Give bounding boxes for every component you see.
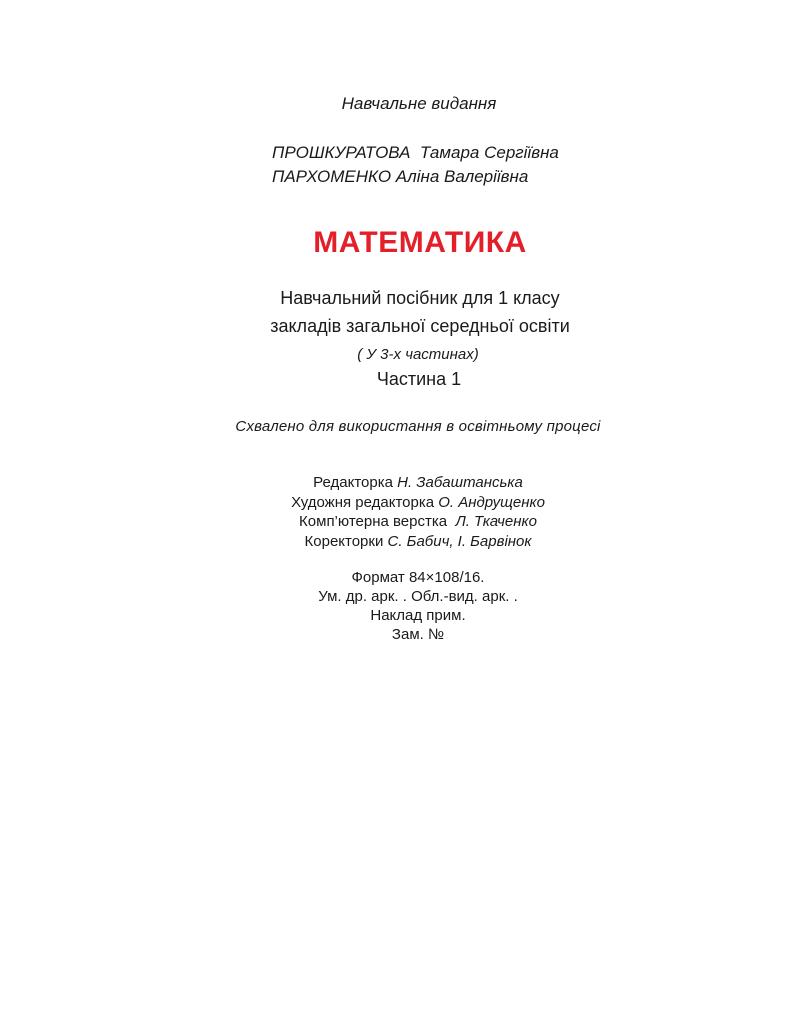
credit-name: О. Андрущенко bbox=[438, 493, 545, 511]
description-parts: ( У 3-х частинах) bbox=[357, 346, 479, 363]
credit-name: Л. Ткаченко bbox=[455, 513, 537, 530]
author-2-surname: ПАРХОМЕНКО bbox=[272, 167, 392, 186]
author-1-given: Тамара Сергіївна bbox=[419, 143, 559, 162]
book-title: МАТЕМАТИКА bbox=[313, 226, 527, 259]
credit-role: Художня редакторка bbox=[291, 493, 435, 511]
author-1-surname: ПРОШКУРАТОВА bbox=[272, 143, 411, 162]
format-size: Формат 84×108/16. bbox=[351, 569, 485, 586]
credits-block bbox=[0, 473, 800, 551]
format-order-number: Зам. № bbox=[391, 626, 445, 643]
description-line-2: закладів загальної середньої освіти bbox=[270, 316, 570, 336]
format-sheets: Ум. др. арк. . Обл.-вид. арк. . bbox=[318, 588, 518, 605]
credit-role: Коректорки bbox=[304, 532, 384, 550]
author-2 bbox=[272, 165, 559, 189]
credit-proofreaders bbox=[0, 532, 800, 552]
credit-name: С. Бабич, І. Барвінок bbox=[387, 532, 532, 550]
format-block bbox=[0, 568, 800, 644]
edition-type: Навчальне видання bbox=[341, 94, 497, 113]
description-part-number: Частина 1 bbox=[376, 369, 462, 389]
credit-role: Комп’ютерна верстка bbox=[299, 513, 448, 530]
author-1 bbox=[272, 141, 559, 165]
description-line-1: Навчальний посібник для 1 класу bbox=[280, 288, 560, 308]
authors-block bbox=[272, 141, 559, 189]
credit-editor bbox=[0, 473, 800, 493]
credit-art-editor bbox=[0, 493, 800, 513]
credit-name: Н. Забаштанська bbox=[397, 474, 523, 491]
credit-role: Редакторка bbox=[313, 474, 393, 491]
credit-layout bbox=[0, 512, 800, 532]
format-print-run: Наклад прим. bbox=[370, 607, 466, 624]
approval-note: Схвалено для використання в освітньому процесі bbox=[235, 418, 601, 435]
author-2-given: Аліна Валеріївна bbox=[395, 167, 529, 186]
